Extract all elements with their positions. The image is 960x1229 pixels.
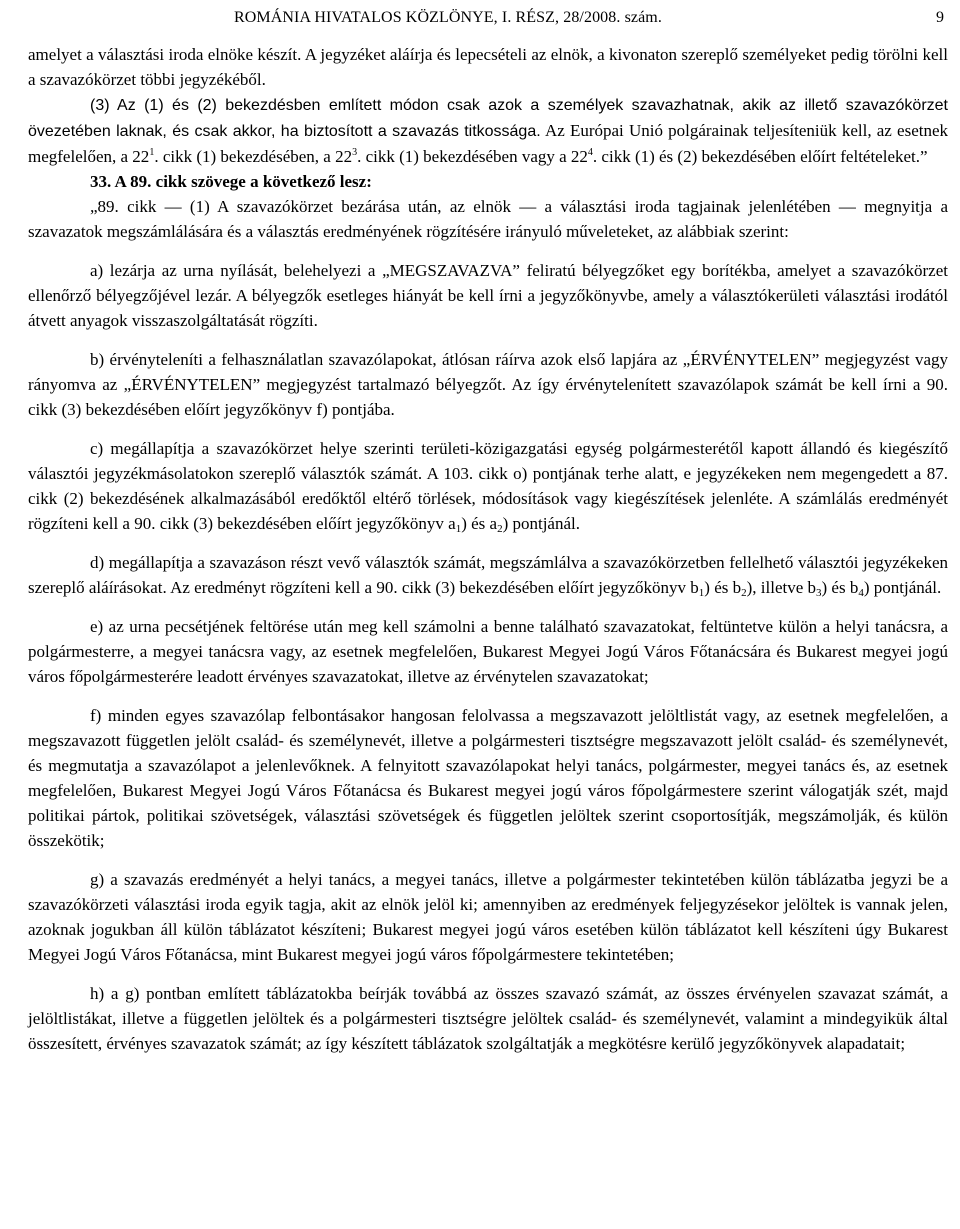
point-a: a) lezárja az urna nyílását, belehelyezi a „MEGSZAVAZVA” feliratú bélyegzőket egy borítékba, amelyet a szavazókörzet ellenőrző bélyegzőjével lezár. A bélyegzők esetleges hiányát be kell írni a jegyzőkönyvbe, amely a választókerületi választási irodától átvett anyagok visszaszolgáltatását rögzíti. [28,261,948,330]
eu-citizens-text-1: Az Európai Unió polgárainak teljesíteniük kell, az esetnek megfelelően, a 22 [28,121,949,166]
point-c-text: c) megállapítja a szavazókörzet helye szerinti területi-közigazgatási egység polgármesterétől kapott állandó és kiegészítő választói jegyzékmásolatokon szereplő választók számát. A 103. cikk o) pontjának terhe alatt, e jegyzékeken nem megengedett a 87. cikk (2) bekezdésének alkalmazásából eredőktől eltérő törlések, módosítások vagy kiegészítések jelenléte. A számlálás eredményét rögzíteni kell a 90. cikk (3) bekezdésében előírt jegyzőkönyv a [28,439,948,533]
subscript-b4: 4 [858,587,864,599]
superscript-1: 1 [149,147,155,158]
eu-citizens-text-2: . cikk (1) bekezdésében, a 22 [154,147,353,166]
point-d-text: d) megállapítja a szavazáson részt vevő választók számát, megszámlálva a szavazókörzetben fellelhető választói jegyzékeken szereplő aláírásokat. Az eredményt rögzíteni kell a 90. cikk (3) bekezdésében előírt jegyzőkönyv b [28,553,948,597]
subscript-b2: 2 [741,587,747,599]
point-d [28,550,948,600]
eu-citizens-text-3: . cikk (1) bekezdésében vagy a 22 [357,147,588,166]
gazette-title: ROMÁNIA HIVATALOS KÖZLÖNYE, I. RÉSZ, 28/2008. szám. [234,9,662,26]
point-g: g) a szavazás eredményét a helyi tanács, a megyei tanács, illetve a polgármester tekintetében külön táblázatba jegyzi be a szavazókörzeti választási iroda egyik tagja, akit az elnök jelöl ki; amennyiben az eredmények feljegyzésekor jelöltek is vannak jelen, azoknak jogukban áll külön táblázatot készíteni; Bukarest megyei jogú város esetében külön táblázatot kell készíteni úgy Bukarest Megyei Jogú Város Főtanácsa, mint Bukarest megyei jogú város főpolgármestere tekintetében; [28,870,948,964]
point-d-end: ) pontjánál. [863,578,942,597]
point-b: b) érvényteleníti a felhasználatlan szavazólapokat, átlósan ráírva azok első lapjára az „ÉRVÉNYTELEN” megjegyzést vagy rányomva az „ÉRVÉNYTELEN” megjegyzést tartalmazó bélyegzőt. Az így érvénytelenített szavazólapok számát be kell írni a 90. cikk (3) bekezdésében előírt jegyzőkönyv f) pontjába. [28,350,948,419]
page-number: 9 [936,9,944,26]
article-89-paragraph-1: „89. cikk — (1) A szavazókörzet bezárása után, az elnök — a választási iroda tagjainak jelenlétében — megnyitja a szavazatok megszámlálására és a választás eredményének rögzítésére irányuló műveleteket, az alábbiak szerint: [28,197,948,241]
superscript-3: 3 [352,147,358,158]
document-body [28,42,948,1056]
eu-citizens-text-4: . cikk (1) és (2) bekezdésében előírt feltételeket.” [592,147,928,166]
amendment-heading-33: 33. A 89. cikk szövege a következő lesz: [90,172,372,191]
paragraph-3-text: (3) Az (1) és (2) bekezdésben említett módon csak azok a személyek szavazhatnak, akik az illető szavazókörzet övezetében laknak, és csak akkor, ha biztosított a szavazás titkossága. [28,97,948,140]
point-d-mid-1: ) és b [704,578,742,597]
subscript-b3: 3 [816,587,822,599]
intro-paragraph: amelyet a választási iroda elnöke készít. A jegyzéket aláírja és lepecsételi az elnök, a kivonaton szereplő személyeket pedig törölni kell a szavazókörzet többi jegyzékéből. [28,45,948,89]
subscript-a2: 2 [497,523,503,535]
subscript-a1: 1 [455,523,462,535]
point-c-mid: ) és a [461,514,498,533]
point-h: h) a g) pontban említett táblázatokba beírják továbbá az összes szavazó számát, az összes érvényelen szavazat számát, a jelöltlistákat, illetve a független jelöltek és a polgármesteri tisztségre jelöltek család- és személynevét, valamint a mindegyikük által összesített, érvényes szavazatok számát; az így készített táblázatok szolgáltatják a megkötésre kerülő jegyzőkönyvek alapadatait; [28,984,948,1053]
paragraph-3 [28,92,948,169]
page-header [28,4,948,32]
point-c-end: ) pontjánál. [502,514,580,533]
point-f: f) minden egyes szavazólap felbontásakor hangosan felolvassa a megszavazott jelöltlistát vagy, az esetnek megfelelően, a megszavazott független jelölt család- és személynevét, illetve a polgármesteri tisztségre megszavazott jelölt család- és személynevét, és megmutatja a szavazólapot a jelenlevőknek. A felnyitott szavazólapokat helyi tanács, polgármester, megyei tanács és, az esetnek megfelelően, Bukarest Megyei Jogú Város Főtanácsa és Bukarest megyei jogú város főpolgármestere szerint válogatják szét, majd politikai pártok, politikai szövetségek, választási szövetségek és független jelöltek szerint csoportosítják, megszámolják, és külön összekötik; [28,706,948,850]
superscript-4: 4 [587,147,593,158]
point-c [28,436,948,536]
point-d-mid-2: ), illetve b [746,578,817,597]
subscript-b1: 1 [698,587,705,599]
point-d-mid-3: ) és b [821,578,859,597]
point-e: e) az urna pecsétjének feltörése után meg kell számolni a benne található szavazatokat, feltüntetve külön a helyi tanácsra, a polgármesterre, a megyei tanácsra vagy, az esetnek megfelelően, Bukarest Megyei Jogú Város Főtanácsára és Bukarest megyei jogú város főpolgármesterére leadott érvényes szavazatokat, illetve az érvénytelen szavazatokat; [28,617,948,686]
